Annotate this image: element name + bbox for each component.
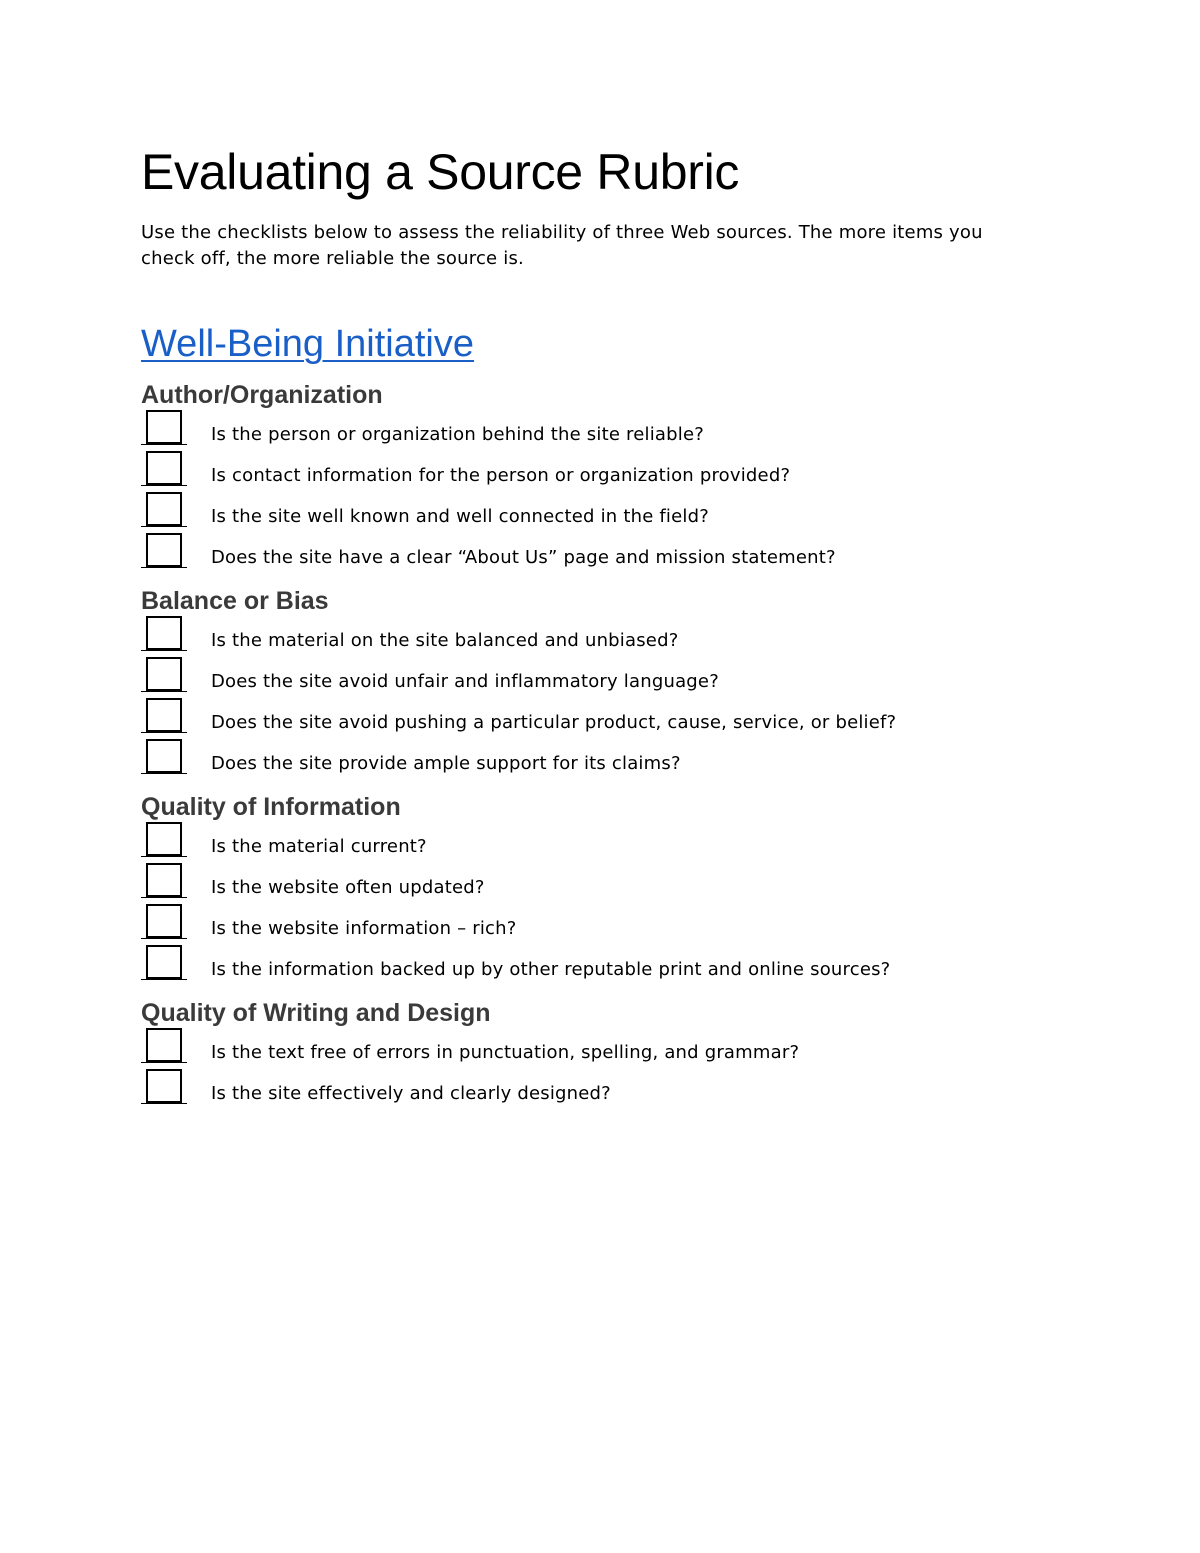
blank-line xyxy=(141,979,187,980)
checklist-item xyxy=(141,741,1041,782)
section-quality-of-writing-and-design xyxy=(141,996,1041,1112)
checklist-item-label: Is the person or organization behind the site reliable? xyxy=(211,424,704,445)
section-heading: Balance or Bias xyxy=(141,587,329,615)
checkbox[interactable] xyxy=(146,945,182,979)
source-link[interactable]: Well-Being Initiative xyxy=(141,323,475,365)
checklist xyxy=(141,618,1041,782)
blank-line xyxy=(141,526,187,527)
checklist-item-label: Is the text free of errors in punctuation, spelling, and grammar? xyxy=(211,1042,800,1063)
checkbox[interactable] xyxy=(146,657,182,691)
intro-paragraph: Use the checklists below to assess the reliability of three Web sources. The more items you check off, the more reliable the source is. xyxy=(141,222,983,269)
blank-line xyxy=(141,938,187,939)
checklist xyxy=(141,824,1041,988)
section-heading: Quality of Information xyxy=(141,793,401,821)
section-balance-or-bias xyxy=(141,584,1041,782)
checklist-item-label: Does the site avoid unfair and inflammatory language? xyxy=(211,671,719,692)
checklist-item xyxy=(141,1030,1041,1071)
blank-line xyxy=(141,650,187,651)
checkbox[interactable] xyxy=(146,863,182,897)
checklist-item-label: Does the site provide ample support for its claims? xyxy=(211,753,681,774)
checklist-item-label: Is contact information for the person or organization provided? xyxy=(211,465,791,486)
checklist-item-label: Is the material on the site balanced and unbiased? xyxy=(211,630,679,651)
checkbox[interactable] xyxy=(146,451,182,485)
checklist-item-label: Does the site have a clear “About Us” page and mission statement? xyxy=(211,547,836,568)
page-title: Evaluating a Source Rubric xyxy=(141,144,740,200)
checklist-item xyxy=(141,412,1041,453)
checklist xyxy=(141,412,1041,576)
section-heading: Quality of Writing and Design xyxy=(141,999,491,1027)
checklist-item-label: Is the site well known and well connected in the field? xyxy=(211,506,709,527)
checklist-item-label: Is the site effectively and clearly designed? xyxy=(211,1083,611,1104)
checkbox[interactable] xyxy=(146,616,182,650)
document-page xyxy=(141,140,1041,1112)
checkbox[interactable] xyxy=(146,492,182,526)
checklist-item xyxy=(141,906,1041,947)
checkbox[interactable] xyxy=(146,1028,182,1062)
checklist-item xyxy=(141,1071,1041,1112)
checklist-item xyxy=(141,824,1041,865)
checkbox[interactable] xyxy=(146,410,182,444)
checkbox[interactable] xyxy=(146,904,182,938)
checkbox[interactable] xyxy=(146,698,182,732)
checklist-item-label: Is the material current? xyxy=(211,836,427,857)
checklist-item-label: Is the website often updated? xyxy=(211,877,485,898)
checklist-item-label: Does the site avoid pushing a particular product, cause, service, or belief? xyxy=(211,712,897,733)
blank-line xyxy=(141,485,187,486)
checklist-item-label: Is the information backed up by other reputable print and online sources? xyxy=(211,959,891,980)
section-quality-of-information xyxy=(141,790,1041,988)
checklist-item xyxy=(141,700,1041,741)
checklist-item xyxy=(141,865,1041,906)
checkbox[interactable] xyxy=(146,739,182,773)
checklist-item xyxy=(141,453,1041,494)
checkbox[interactable] xyxy=(146,822,182,856)
checkbox[interactable] xyxy=(146,533,182,567)
blank-line xyxy=(141,567,187,568)
checklist-item-label: Is the website information – rich? xyxy=(211,918,517,939)
blank-line xyxy=(141,1062,187,1063)
checkbox[interactable] xyxy=(146,1069,182,1103)
blank-line xyxy=(141,856,187,857)
checklist xyxy=(141,1030,1041,1112)
section-author-organization xyxy=(141,378,1041,576)
blank-line xyxy=(141,691,187,692)
blank-line xyxy=(141,897,187,898)
blank-line xyxy=(141,773,187,774)
blank-line xyxy=(141,1103,187,1104)
checklist-item xyxy=(141,659,1041,700)
blank-line xyxy=(141,444,187,445)
checklist-item xyxy=(141,535,1041,576)
checklist-item xyxy=(141,618,1041,659)
checklist-item xyxy=(141,947,1041,988)
blank-line xyxy=(141,732,187,733)
checklist-item xyxy=(141,494,1041,535)
section-heading: Author/Organization xyxy=(141,381,383,409)
